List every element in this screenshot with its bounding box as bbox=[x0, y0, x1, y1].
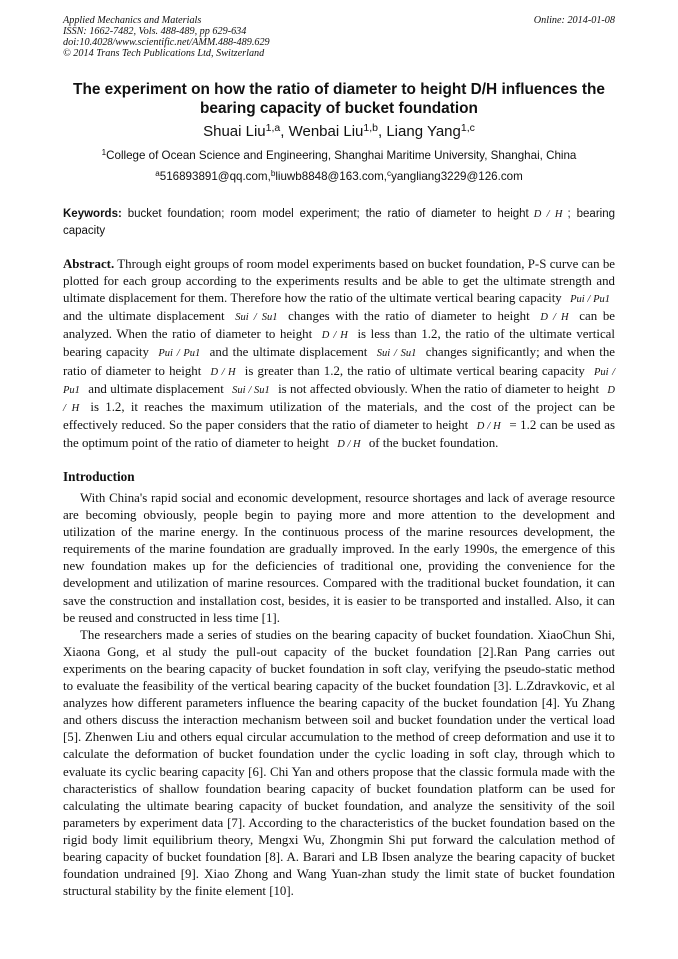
introduction-body bbox=[63, 490, 615, 900]
affiliation-text: College of Ocean Science and Engineering, Shanghai Maritime University, Shanghai, China bbox=[106, 149, 577, 162]
author-name: Shuai Liu bbox=[203, 123, 266, 140]
paragraph: The researchers made a series of studies on the bearing capacity of bucket foundation. XiaoChun Shi, Xiaona Gong, et al study the pull-out capacity of the bucket foundation [2].Ran Pang carries out experiments on the bearing capacity of bucket foundation in soft clay, verifying the pseudo-static method to evaluate the feasibility of the vertical bearing capacity of the bucket foundation [3]. L.Zdravkovic, et al analyzes how different parameters influence the bearing capacity of the bucket foundation [4]. Yu Zhang and others discuss the interaction mechanism between soil and bucket foundation under the vertical load [5]. Zhenwen Liu and others equal circular accumulation to the method of creep deformation and use it to calculate the deformation of bucket foundation under the cyclic loading in soft clay, through which to evaluate its cyclic bearing capacity [6]. Chi Yan and others propose that the classic formula made with the characteristics of shallow foundation bearing capacity of bucket foundation platform can be used for calculating the ultimate bearing capacity of bucket foundation, and analyze the sensitivity of the soil parameters by experiment data [7]. According to the characteristics of the bucket foundation based on the rigid body limit equilibrium theory, Mengxi Wu, Zhongmin Shi put forward the calculation method of bearing capacity of bucket foundation [8]. A. Barari and LB Ibsen analyze the bearing capacity of bucket foundation undrained [9]. Xiao Zhong and Wang Yuan-zhan study the limit state of bucket foundation structural stability by the finite element [10]. bbox=[63, 627, 615, 899]
abstract-label: Abstract. bbox=[63, 257, 115, 271]
abstract-text: can be analyzed. When the ratio of diameter to height bbox=[63, 309, 615, 342]
abstract-text: is greater than 1.2, the ratio of ultimate vertical bearing capacity bbox=[244, 363, 585, 378]
abstract-text: and ultimate displacement bbox=[88, 381, 224, 396]
author-list bbox=[40, 122, 638, 142]
email-link[interactable]: yangliang3229@126.com bbox=[391, 170, 523, 183]
email-link[interactable]: 516893891@qq.com, bbox=[159, 170, 271, 183]
author-affiliation-mark: 1,a bbox=[265, 121, 281, 134]
abstract-text: and the ultimate displacement bbox=[63, 309, 225, 324]
math-d-over-h: D / H bbox=[210, 366, 236, 378]
abstract-text: is less than 1.2, the ratio of the ultimate vertical bearing capacity bbox=[63, 327, 615, 360]
journal-name: Applied Mechanics and Materials bbox=[63, 15, 202, 26]
abstract-text: = 1.2 can be used as the optimum point of the ratio of diameter to height bbox=[63, 417, 615, 450]
keywords bbox=[63, 206, 615, 239]
author-affiliation-mark: 1,b bbox=[363, 121, 378, 134]
math-d-over-h: D / H bbox=[533, 209, 563, 220]
math-pu-ratio: Pui / Pu1 bbox=[570, 294, 610, 306]
abstract-text: is not affected obviously. When the ratio of diameter to height bbox=[278, 381, 600, 396]
author-affiliation-mark: 1,c bbox=[460, 121, 475, 134]
keywords-text: bucket foundation; room model experiment; the ratio of diameter to height bbox=[121, 208, 529, 220]
section-heading-introduction: Introduction bbox=[63, 469, 135, 484]
keywords-label: Keywords: bbox=[63, 208, 122, 220]
abstract-text: of the bucket foundation. bbox=[368, 435, 499, 450]
title-line-2: bearing capacity of bucket foundation bbox=[200, 100, 478, 117]
affiliation-mark: 1 bbox=[101, 147, 107, 157]
math-su-ratio: Sui / Su1 bbox=[376, 348, 417, 360]
math-pu-ratio: Pui / Pu1 bbox=[158, 348, 201, 360]
math-su-ratio: Sui / Su1 bbox=[235, 312, 278, 324]
math-d-over-h: D / H bbox=[337, 438, 361, 450]
email-mark: a bbox=[155, 168, 160, 178]
math-d-over-h: D / H bbox=[476, 420, 501, 432]
math-su-ratio: Sui / Su1 bbox=[232, 384, 270, 396]
doi-line: doi:10.4028/www.scientific.net/AMM.488-489.629 bbox=[63, 37, 270, 48]
affiliation bbox=[40, 148, 638, 164]
paper-title bbox=[40, 80, 638, 118]
abstract bbox=[63, 256, 615, 453]
issn-line: ISSN: 1662-7482, Vols. 488-489, pp 629-634 bbox=[63, 26, 247, 37]
email-mark: c bbox=[387, 168, 392, 178]
keywords-text: ; bearing capacity bbox=[63, 208, 615, 237]
paragraph: With China's rapid social and economic development, resource shortages and lack of average resource are becoming obviously, people begin to paying more and more attention to the development and utilization of the marine energy. In the continuous process of the marine resources development, the requirements of the marine foundation are gradually improved. In the early 1990s, the emergence of this new foundation makes up for the deficiencies of traditional one, providing the convenience for the development and utilization of marine resources. Compared with the traditional bucket foundation, it can save the construction and installation cost, besides, it is easier to be transported and installed. Also, it can be reused and constructed in less time [1]. bbox=[63, 491, 615, 625]
abstract-text: and the ultimate displacement bbox=[209, 345, 368, 360]
email-link[interactable]: liuwb8848@163.com, bbox=[275, 170, 387, 183]
math-d-over-h: D / H bbox=[63, 384, 615, 414]
abstract-text: changes significantly; and when the ratio of diameter to height bbox=[63, 345, 616, 378]
title-line-1: The experiment on how the ratio of diameter to height D/H influences the bbox=[73, 81, 605, 98]
email-mark: b bbox=[270, 168, 276, 178]
math-d-over-h: D / H bbox=[321, 330, 348, 342]
author-separator: , bbox=[280, 123, 289, 140]
author-separator: , bbox=[378, 123, 387, 140]
abstract-text: is 1.2, it reaches the maximum utilization of the materials, and the cost of the project can be effectively reduced. So the paper considers that the ratio of diameter to height bbox=[63, 399, 615, 432]
abstract-text: changes with the ratio of diameter to height bbox=[288, 309, 530, 324]
math-pu-ratio: Pui / Pu1 bbox=[63, 366, 615, 396]
online-date: Online: 2014-01-08 bbox=[533, 15, 615, 26]
author-name: Liang Yang bbox=[386, 123, 461, 140]
email-list bbox=[40, 169, 638, 185]
author-name: Wenbai Liu bbox=[288, 123, 364, 140]
journal-header bbox=[63, 15, 615, 59]
copyright-line: © 2014 Trans Tech Publications Ltd, Switzerland bbox=[63, 48, 265, 59]
math-d-over-h: D / H bbox=[540, 312, 569, 324]
abstract-text: Through eight groups of room model experiments based on bucket foundation, P-S curve can be plotted for each group according to the experiments results and be able to get the ultimate strength and ultimate displacement for them. Therefore how the ratio of the ultimate vertical bearing capacity bbox=[63, 257, 615, 306]
